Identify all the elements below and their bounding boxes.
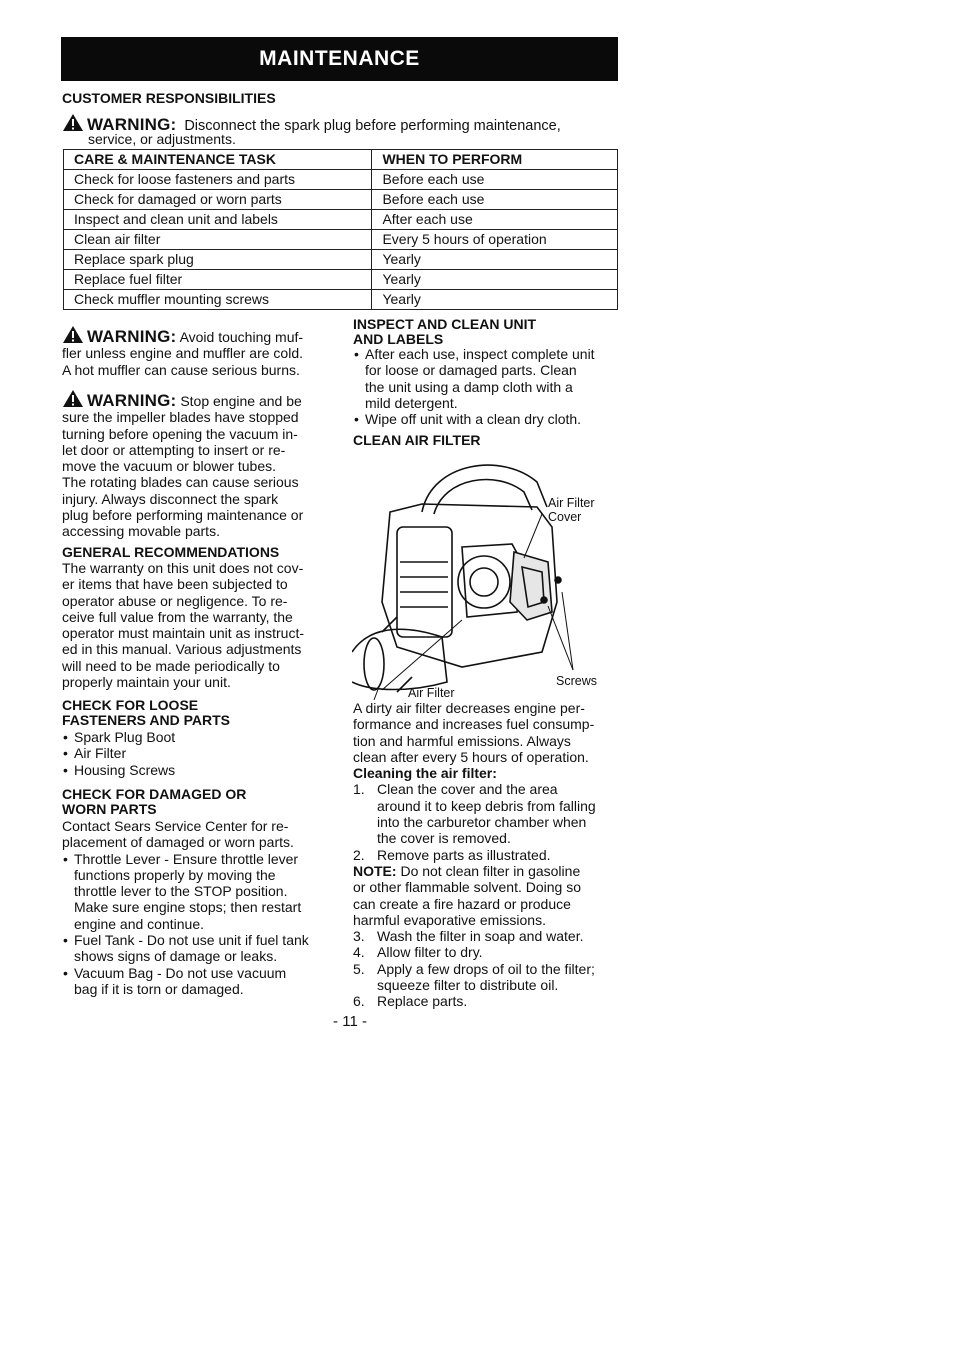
- heading-line: CHECK FOR DAMAGED OR: [62, 786, 247, 802]
- warning-text: injury. Always disconnect the spark: [62, 490, 279, 507]
- warning-triangle-icon: [62, 325, 84, 344]
- list-item: • After each use, inspect complete unit for loose or damaged parts. Clean the unit using a damp cloth with a mild detergent.: [353, 346, 628, 411]
- general-recommendations-heading: GENERAL RECOMMENDATIONS: [62, 544, 280, 560]
- table-row: [64, 170, 618, 190]
- inspect-list: [353, 346, 628, 427]
- table-cell: Before each use: [372, 190, 618, 210]
- table-cell: Clean air filter: [64, 230, 372, 250]
- table-cell: Yearly: [372, 250, 618, 270]
- warning-text: fler unless engine and muffler are cold.: [62, 345, 303, 362]
- table-header-row: [64, 150, 618, 170]
- text-line: A dirty air filter decreases engine per-: [353, 700, 585, 716]
- step-item: 6. Replace parts.: [353, 993, 468, 1010]
- warning-text: plug before performing maintenance or: [62, 507, 304, 524]
- step-item: 4. Allow filter to dry.: [353, 944, 483, 961]
- table-row: [64, 290, 618, 310]
- table-cell: After each use: [372, 210, 618, 230]
- loose-parts-list: [62, 729, 337, 778]
- list-item: • Air Filter: [62, 745, 337, 761]
- text-line: will need to be made periodically to: [62, 657, 280, 674]
- text-line: properly maintain your unit.: [62, 674, 231, 691]
- inspect-clean-heading: [353, 317, 536, 347]
- warning-label: WARNING:: [87, 115, 177, 134]
- warning-muffler: [62, 325, 337, 378]
- warning-text: Avoid touching muf-: [179, 329, 304, 345]
- table-cell: Check for damaged or worn parts: [64, 190, 372, 210]
- cleaning-steps: [353, 781, 628, 862]
- warning-label: WARNING:: [87, 391, 177, 410]
- text-line: Contact Sears Service Center for re-: [62, 818, 289, 834]
- warning-text: accessing movable parts.: [62, 523, 220, 540]
- figure-label-air-filter: Air Filter: [408, 686, 455, 700]
- warning-text: sure the impeller blades have stopped: [62, 409, 299, 426]
- customer-responsibilities-heading: CUSTOMER RESPONSIBILITIES: [62, 90, 276, 106]
- list-item: • Spark Plug Boot: [62, 729, 337, 745]
- table-cell: Inspect and clean unit and labels: [64, 210, 372, 230]
- figure-label-air-filter-cover: Air Filter Cover: [548, 496, 595, 524]
- note-label: NOTE:: [353, 862, 397, 879]
- text-line: clean after every 5 hours of operation.: [353, 748, 589, 765]
- heading-line: FASTENERS AND PARTS: [62, 712, 231, 728]
- text-line: operator abuse or negligence. To re-: [62, 592, 288, 609]
- text-line: The warranty on this unit does not cov-: [62, 560, 304, 576]
- table-cell: Yearly: [372, 290, 618, 310]
- step-item: 1. Clean the cover and the area around it to keep debris from falling into the carburetor chamber when the cover is removed.: [353, 781, 596, 847]
- warning-text: let door or attempting to insert or re-: [62, 441, 286, 458]
- list-item: • Fuel Tank - Do not use unit if fuel tank shows signs of damage or leaks.: [62, 932, 337, 965]
- warning-triangle-icon: [62, 113, 84, 132]
- section-banner: MAINTENANCE: [61, 37, 618, 81]
- list-item: • Housing Screws: [62, 762, 337, 778]
- text-line: tion and harmful emissions. Always: [353, 732, 571, 749]
- figure-label-screws: Screws: [556, 674, 597, 688]
- warning-impeller: [62, 389, 337, 540]
- note-line: NOTE: Do not clean filter in gasoline: [353, 862, 581, 879]
- table-cell: Check muffler mounting screws: [64, 290, 372, 310]
- heading-line: INSPECT AND CLEAN UNIT: [353, 316, 537, 332]
- text-line: ceive full value from the warranty, the: [62, 608, 293, 625]
- table-cell: Yearly: [372, 270, 618, 290]
- text-line: placement of damaged or worn parts.: [62, 834, 294, 851]
- table-row: [64, 190, 618, 210]
- step-item: 5. Apply a few drops of oil to the filter; squeeze filter to distribute oil.: [353, 960, 595, 994]
- warning-text: A hot muffler can cause serious burns.: [62, 361, 300, 378]
- general-recommendations-text: [62, 560, 337, 690]
- blower-air-filter-illustration: [352, 452, 622, 700]
- warning-text-cont: service, or adjustments.: [88, 131, 236, 147]
- air-filter-intro: [353, 700, 628, 1010]
- heading-line: CHECK FOR LOOSE: [62, 697, 199, 713]
- table-header: WHEN TO PERFORM: [372, 150, 618, 170]
- warning-text: turning before opening the vacuum in-: [62, 425, 298, 442]
- maintenance-table: [63, 149, 618, 310]
- warning-impeller-line: [62, 389, 337, 409]
- damaged-parts-list: [62, 851, 337, 998]
- cleaning-subheading: Cleaning the air filter:: [353, 765, 497, 782]
- text-line: or other flammable solvent. Doing so: [353, 879, 581, 896]
- warning-text: The rotating blades can cause serious: [62, 474, 299, 491]
- heading-line: WORN PARTS: [62, 801, 157, 817]
- table-cell: Replace spark plug: [64, 250, 372, 270]
- text-line: harmful evaporative emissions.: [353, 911, 546, 928]
- check-damaged-heading: [62, 787, 246, 817]
- text-line: er items that have been subjected to: [62, 576, 288, 593]
- list-item: • Wipe off unit with a clean dry cloth.: [353, 411, 628, 427]
- warning-text: move the vacuum or blower tubes.: [62, 458, 276, 475]
- table-row: [64, 230, 618, 250]
- table-row: [64, 250, 618, 270]
- list-item: • Vacuum Bag - Do not use vacuum bag if it is torn or damaged.: [62, 965, 337, 998]
- text-line: formance and increases fuel consump-: [353, 716, 595, 733]
- heading-line: AND LABELS: [353, 331, 444, 347]
- table-cell: Replace fuel filter: [64, 270, 372, 290]
- text-line: ed in this manual. Various adjustments: [62, 641, 302, 658]
- table-header: CARE & MAINTENANCE TASK: [64, 150, 372, 170]
- warning-muffler-line: [62, 325, 337, 345]
- clean-air-filter-heading: CLEAN AIR FILTER: [353, 432, 481, 448]
- warning-text: Stop engine and be: [180, 393, 302, 409]
- table-cell: Check for loose fasteners and parts: [64, 170, 372, 190]
- table-cell: Every 5 hours of operation: [372, 230, 618, 250]
- warning-triangle-icon: [62, 389, 84, 408]
- cleaning-steps-cont: [353, 928, 628, 1009]
- text-line: operator must maintain unit as instruct-: [62, 625, 304, 642]
- warning-text: Disconnect the spark plug before performing maintenance,: [184, 118, 561, 134]
- step-item: 3. Wash the filter in soap and water.: [353, 928, 584, 945]
- table-row: [64, 270, 618, 290]
- list-item: • Throttle Lever - Ensure throttle lever functions properly by moving the throttle lever to the STOP position. Make sure engine stops; then restart engine and continue.: [62, 851, 337, 932]
- damaged-parts-text: [62, 818, 337, 997]
- warning-label: WARNING:: [87, 327, 177, 346]
- page-number: - 11 -: [333, 1013, 367, 1030]
- text-line: can create a fire hazard or produce: [353, 895, 571, 912]
- table-row: [64, 210, 618, 230]
- table-cell: Before each use: [372, 170, 618, 190]
- check-loose-heading: [62, 698, 230, 728]
- step-item: 2. Remove parts as illustrated.: [353, 846, 551, 863]
